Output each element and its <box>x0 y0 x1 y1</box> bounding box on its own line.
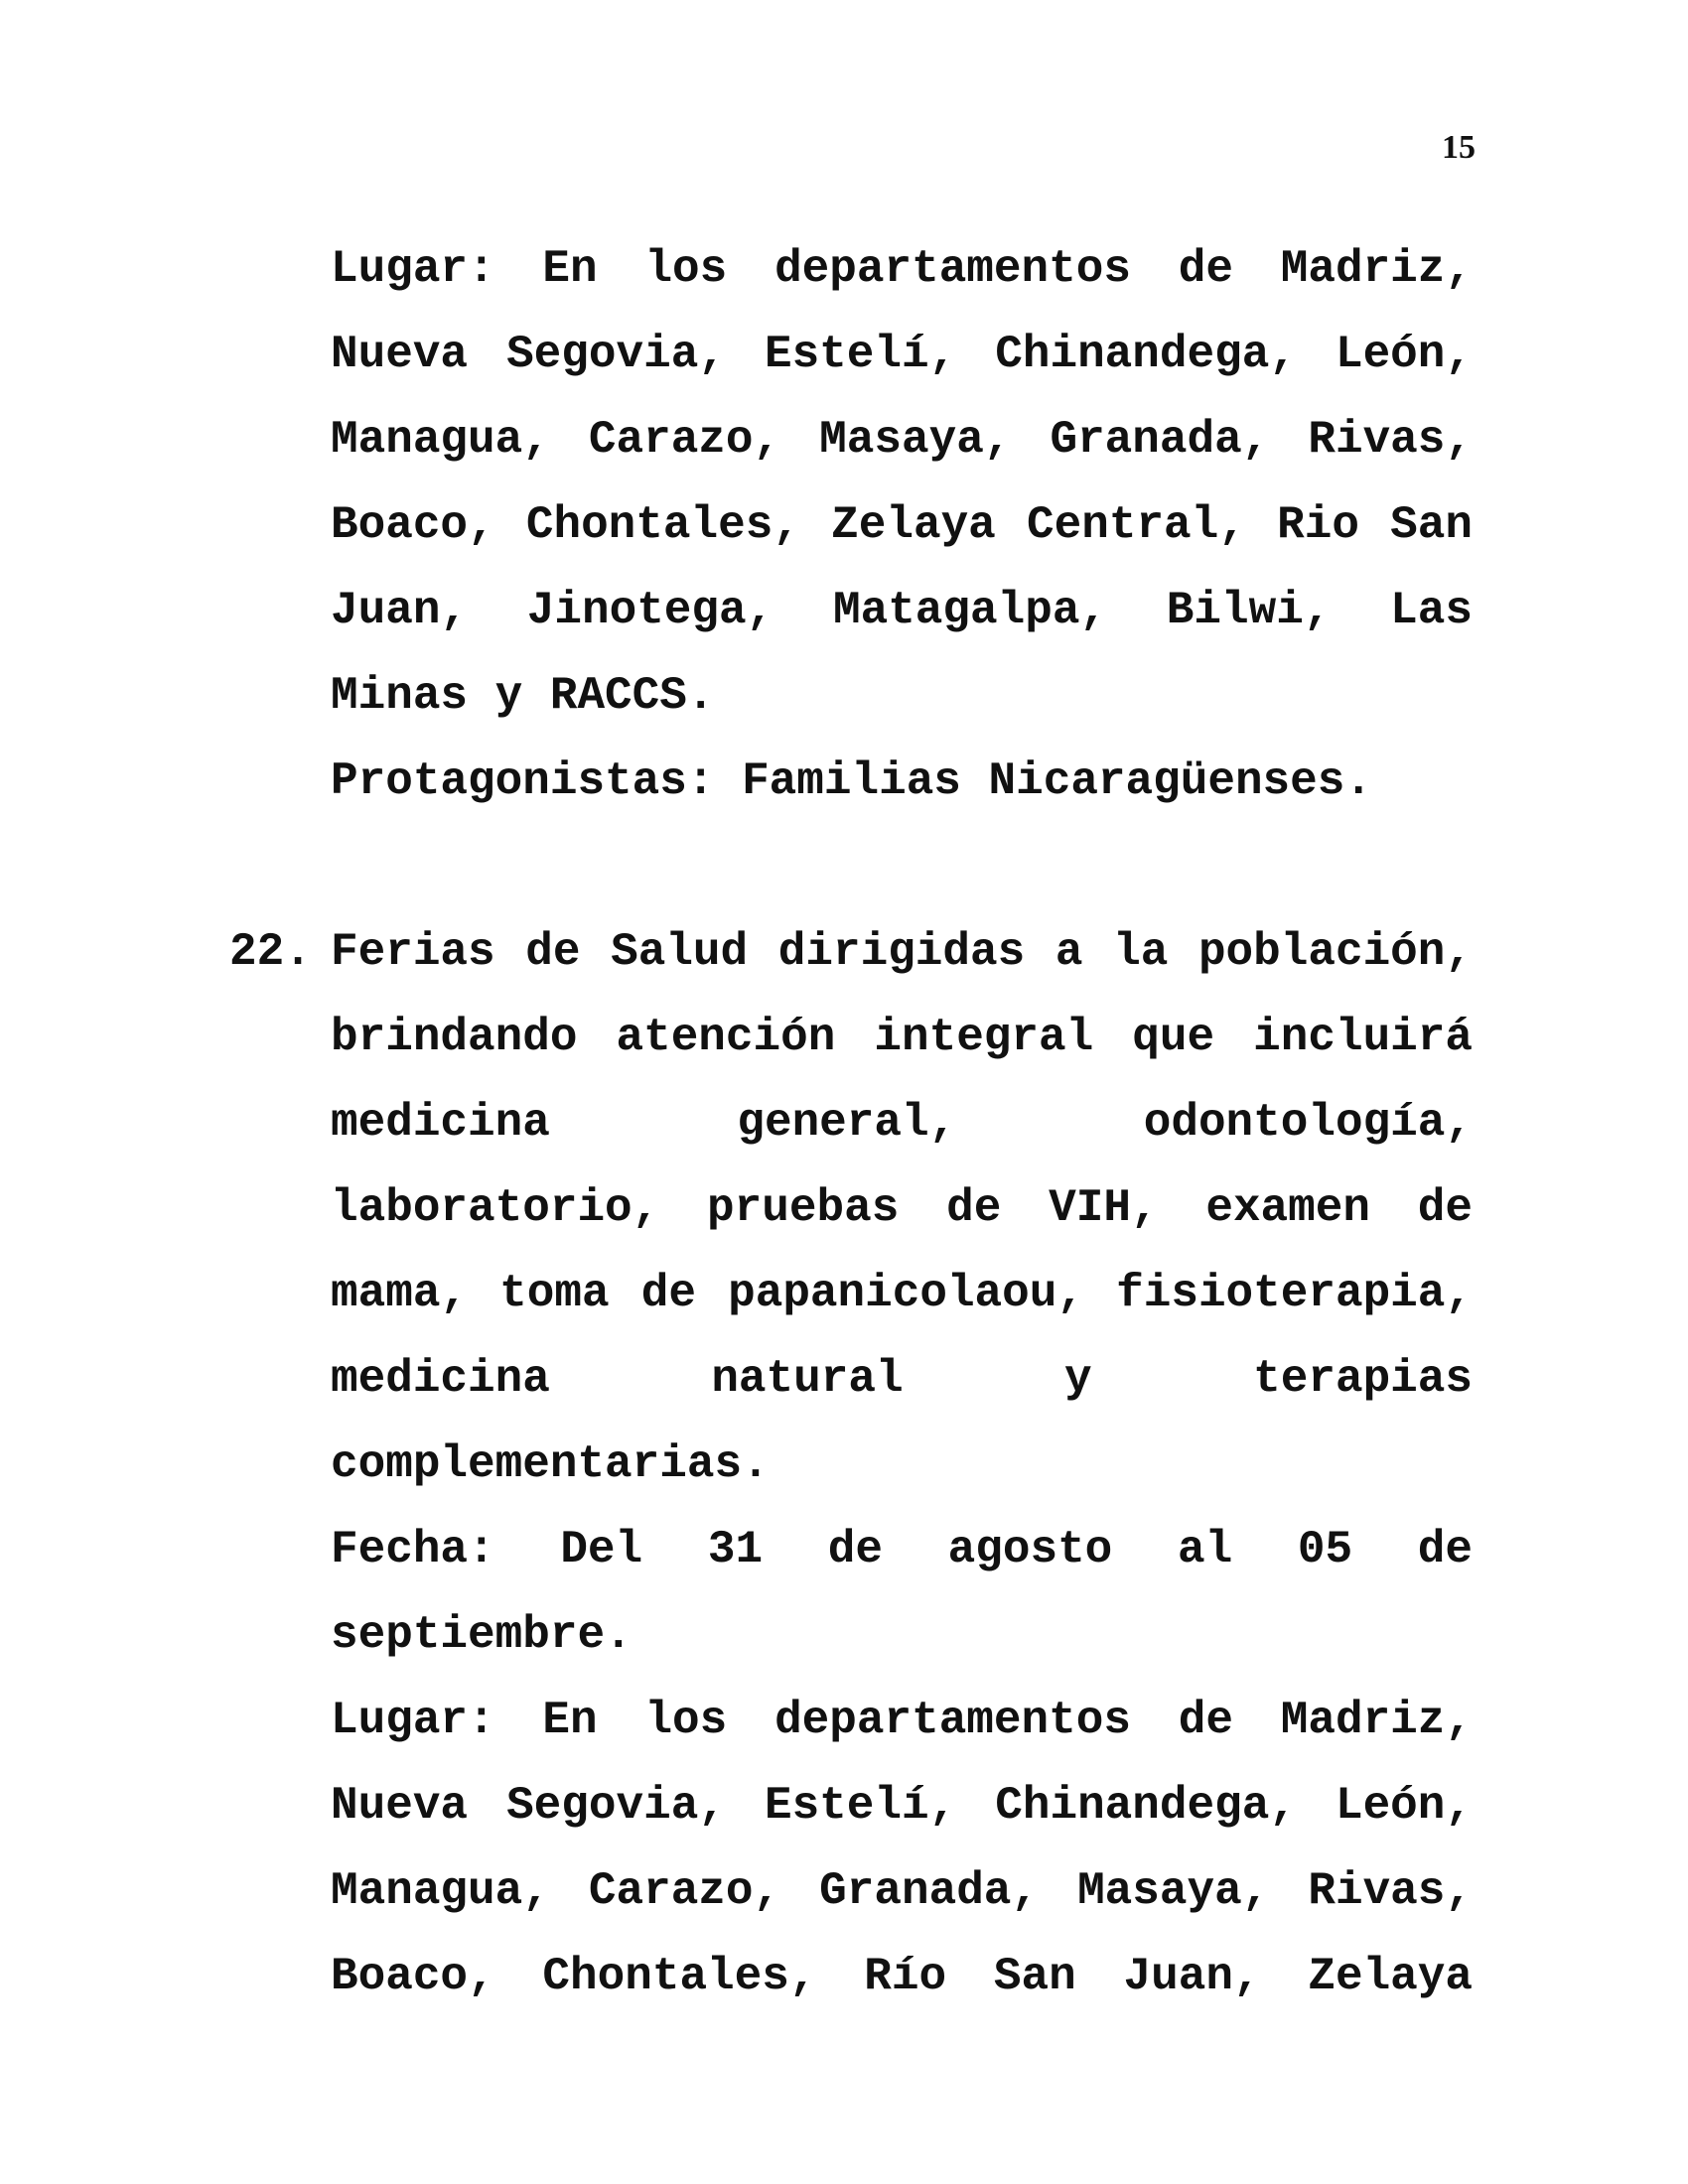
fecha-paragraph: Fecha: Del 31 de agosto al 05 de septiembre. <box>331 1524 1473 1661</box>
protagonistas-paragraph: Protagonistas: Familias Nicaragüenses. <box>331 755 1372 807</box>
page-number: 15 <box>1442 129 1476 166</box>
paragraph-spacer <box>331 824 1473 909</box>
list-item-22 <box>229 909 1473 2019</box>
lugar-paragraph: Lugar: En los departamentos de Madriz, Nueva Segovia, Estelí, Chinandega, León, Managua, Carazo, Masaya, Granada, Rivas, Boaco, Chontales, Zelaya Central, Rio San Juan, Jinotega, Matagalpa, Bilwi, Las Minas y RACCS. <box>331 243 1473 722</box>
item-number: 22. <box>229 926 312 978</box>
lugar-paragraph-2: Lugar: En los departamentos de Madriz, Nueva Segovia, Estelí, Chinandega, León, Managua, Carazo, Granada, Masaya, Rivas, Boaco, Chontales, Río San Juan, Zelaya <box>331 1695 1473 2002</box>
item-description: Ferias de Salud dirigidas a la población, brindando atención integral que incluirá medicina general, odontología, laboratorio, pruebas de VIH, examen de mama, toma de papanicolaou, fisioterapia, medicina natural y terapias complementarias. <box>331 926 1473 1490</box>
document-body <box>229 226 1473 2019</box>
